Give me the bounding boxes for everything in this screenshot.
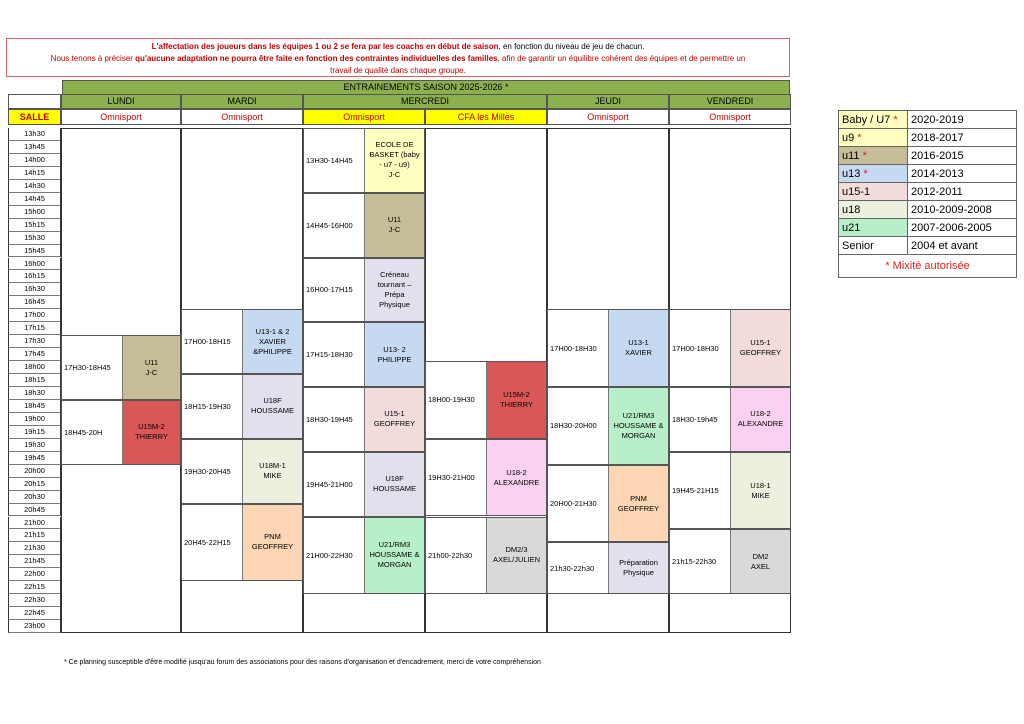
session-category: Préparation Physique (608, 543, 668, 593)
session-time: 17H00-18H30 (550, 343, 597, 353)
session-block (547, 387, 669, 465)
session-block (303, 517, 425, 595)
time-slot: 16h15 (8, 270, 61, 283)
session-block (303, 193, 425, 258)
legend-years: 2007-2006-2005 (908, 219, 1017, 237)
time-slot: 19h45 (8, 452, 61, 465)
notice-line1-rest: , en fonction du niveau de jeu de chacun. (498, 42, 645, 51)
session-time: 18H45-20H (64, 427, 103, 437)
time-slot: 19h00 (8, 413, 61, 426)
time-slot: 17h30 (8, 335, 61, 348)
time-slot: 14h30 (8, 180, 61, 193)
session-category: U21/RM3 HOUSSAME & MORGAN (364, 518, 424, 594)
session-category: U15-1 GEOFFREY (730, 310, 790, 386)
session-category: U15M-2 THIERRY (122, 401, 180, 464)
session-category: U11 J-C (364, 194, 424, 257)
session-time: 16H00-17H15 (306, 285, 353, 295)
time-slot: 21h00 (8, 517, 61, 530)
session-block (181, 374, 303, 439)
legend-note: * Mixité autorisée (839, 255, 1017, 278)
session-category: U18F HOUSSAME (364, 453, 424, 516)
time-slot: 21h30 (8, 542, 61, 555)
time-slot: 22h30 (8, 594, 61, 607)
venue-5: Omnisport (669, 109, 791, 125)
legend-category: Senior (839, 237, 908, 255)
session-time: 17H00-18H30 (672, 343, 719, 353)
session-category: PNM GEOFFREY (242, 505, 302, 581)
session-time: 20H45-22H15 (184, 537, 231, 547)
session-time: 19H45-21H15 (672, 486, 719, 496)
time-slot: 18h45 (8, 400, 61, 413)
session-block (61, 400, 181, 465)
corner-cell (8, 94, 61, 109)
time-slot: 20h45 (8, 504, 61, 517)
session-time: 13H30-14H45 (306, 155, 353, 165)
legend-years: 2018-2017 (908, 129, 1017, 147)
schedule-title: ENTRAINEMENTS SAISON 2025-2026 * (62, 80, 790, 95)
venue-2: Omnisport (303, 109, 425, 125)
time-slot: 14h15 (8, 167, 61, 180)
legend-row (839, 183, 1017, 201)
session-category: Créneau tournant – Prépa Physique (364, 259, 424, 322)
time-slot: 14h00 (8, 154, 61, 167)
session-category: U18-2 ALEXANDRE (730, 388, 790, 451)
session-time: 18H15-19H30 (184, 401, 231, 411)
session-block (669, 452, 791, 530)
time-slot: 20h15 (8, 478, 61, 491)
session-block (181, 504, 303, 582)
time-slot: 17h15 (8, 322, 61, 335)
session-time: 19H45-21H00 (306, 479, 353, 489)
session-category: PNM GEOFFREY (608, 466, 668, 542)
time-slot: 15h15 (8, 219, 61, 232)
session-category: DM2/3 AXEL/JULIEN (486, 518, 546, 594)
venue-0: Omnisport (61, 109, 181, 125)
session-block (425, 439, 547, 517)
time-slot: 15h30 (8, 232, 61, 245)
time-slot: 18h00 (8, 361, 61, 374)
day-header-mardi: MARDI (181, 94, 303, 109)
time-slot: 22h15 (8, 581, 61, 594)
time-slot: 20h30 (8, 491, 61, 504)
time-slot: 14h45 (8, 193, 61, 206)
legend-years: 2020-2019 (908, 111, 1017, 129)
footnote: * Ce planning susceptible d'être modifié jusqu'au forum des associations pour des raisons d'organisation et d'encadrement, merci de votre compréhension (64, 659, 541, 666)
session-time: 18H00-19H30 (428, 395, 475, 405)
notice-line2-red: qu'aucune adaptation ne pourra être faite en fonction des contraintes individuelles des familles (135, 54, 498, 63)
day-header-jeudi: JEUDI (547, 94, 669, 109)
venue-4: Omnisport (547, 109, 669, 125)
notice-line2-a: Nous tenons à préciser (50, 54, 136, 63)
session-category: U18F HOUSSAME (242, 375, 302, 438)
session-time: 21h15-22h30 (672, 557, 717, 567)
time-slot: 22h45 (8, 607, 61, 620)
session-block (181, 309, 303, 374)
session-category: U11 J-C (122, 336, 180, 399)
time-slot: 23h00 (8, 620, 61, 633)
session-time: 18H30-19H45 (306, 414, 353, 424)
legend-years: 2014-2013 (908, 165, 1017, 183)
time-slot: 18h30 (8, 387, 61, 400)
session-category: U15M-2 THIERRY (486, 362, 546, 438)
session-category: U18-2 ALEXANDRE (486, 440, 546, 516)
venue-3: CFA les Milles (425, 109, 547, 125)
session-block (181, 439, 303, 504)
session-block (669, 387, 791, 452)
day-header-vendredi: VENDREDI (669, 94, 791, 109)
time-slot: 19h15 (8, 426, 61, 439)
time-slot: 21h45 (8, 555, 61, 568)
session-category: U13-1 & 2 XAVIER &PHILIPPE (242, 310, 302, 373)
notice-line3: travail de qualité dans chaque groupe. (330, 66, 466, 75)
session-block (669, 529, 791, 594)
session-category: U21/RM3 HOUSSAME & MORGAN (608, 388, 668, 464)
notice-line2-b: , afin de garantir un équilibre cohérent des équipes et de permettre un (497, 54, 746, 63)
session-time: 18H30-20H00 (550, 421, 597, 431)
legend-category: u13 * (839, 165, 908, 183)
legend-years: 2016-2015 (908, 147, 1017, 165)
legend-row (839, 129, 1017, 147)
legend-row (839, 147, 1017, 165)
session-category: U15-1 GEOFFREY (364, 388, 424, 451)
time-slot: 21h15 (8, 529, 61, 542)
session-category: U18-1 MIKE (730, 453, 790, 529)
session-block (303, 258, 425, 323)
time-slot: 15h45 (8, 245, 61, 258)
legend-years: 2010-2009-2008 (908, 201, 1017, 219)
session-category: ECOLE DE BASKET (baby - u7 - u9) J-C (364, 129, 424, 192)
legend-years: 2004 et avant (908, 237, 1017, 255)
legend-category: u21 (839, 219, 908, 237)
legend-row (839, 111, 1017, 129)
time-slot: 16h45 (8, 296, 61, 309)
time-slot: 18h15 (8, 374, 61, 387)
session-block (303, 322, 425, 387)
legend-row (839, 165, 1017, 183)
session-category: U18M-1 MIKE (242, 440, 302, 503)
day-header-lundi: LUNDI (61, 94, 181, 109)
notice-line1-red: L'affectation des joueurs dans les équipes 1 ou 2 se fera par les coachs en début de saison (151, 42, 499, 51)
session-time: 18H30-19h45 (672, 414, 718, 424)
session-category: U13- 2 PHILIPPE (364, 323, 424, 386)
session-time: 21h00-22h30 (428, 550, 473, 560)
time-slot: 13h45 (8, 141, 61, 154)
session-time: 17H15-18H30 (306, 350, 353, 360)
time-slot: 20h00 (8, 465, 61, 478)
time-slot: 17h45 (8, 348, 61, 361)
legend-category: u11 * (839, 147, 908, 165)
session-time: 20H00-21H30 (550, 499, 597, 509)
session-time: 19H30-20H45 (184, 466, 231, 476)
session-block (547, 309, 669, 387)
legend-row (839, 237, 1017, 255)
session-category: U13-1 XAVIER (608, 310, 668, 386)
time-slot: 19h30 (8, 439, 61, 452)
time-slot: 17h00 (8, 309, 61, 322)
salle-label: SALLE (8, 109, 61, 125)
session-time: 17H30-18H45 (64, 363, 111, 373)
session-block (303, 387, 425, 452)
legend-category: Baby / U7 * (839, 111, 908, 129)
venue-1: Omnisport (181, 109, 303, 125)
legend-row (839, 219, 1017, 237)
session-block (61, 335, 181, 400)
time-slot: 13h30 (8, 128, 61, 141)
legend-row (839, 201, 1017, 219)
time-slot: 22h00 (8, 568, 61, 581)
session-time: 21h30-22h30 (550, 563, 595, 573)
time-slot: 16h00 (8, 258, 61, 271)
legend-category: u15-1 (839, 183, 908, 201)
time-slot: 15h00 (8, 206, 61, 219)
time-slot: 16h30 (8, 283, 61, 296)
session-block (425, 361, 547, 439)
legend-category: u18 (839, 201, 908, 219)
session-block (425, 517, 547, 595)
session-block (547, 542, 669, 594)
session-block (303, 128, 425, 193)
session-block (303, 452, 425, 517)
day-header-mercredi: MERCREDI (303, 94, 547, 109)
session-time: 19H30-21H00 (428, 473, 475, 483)
legend-years: 2012-2011 (908, 183, 1017, 201)
session-time: 17H00-18H15 (184, 337, 231, 347)
legend-table (838, 110, 1017, 278)
session-time: 14H45-16H00 (306, 220, 353, 230)
legend-category: u9 * (839, 129, 908, 147)
session-category: DM2 AXEL (730, 530, 790, 593)
session-block (669, 309, 791, 387)
notice-box (6, 38, 790, 77)
session-block (547, 465, 669, 543)
session-time: 21H00-22H30 (306, 550, 353, 560)
